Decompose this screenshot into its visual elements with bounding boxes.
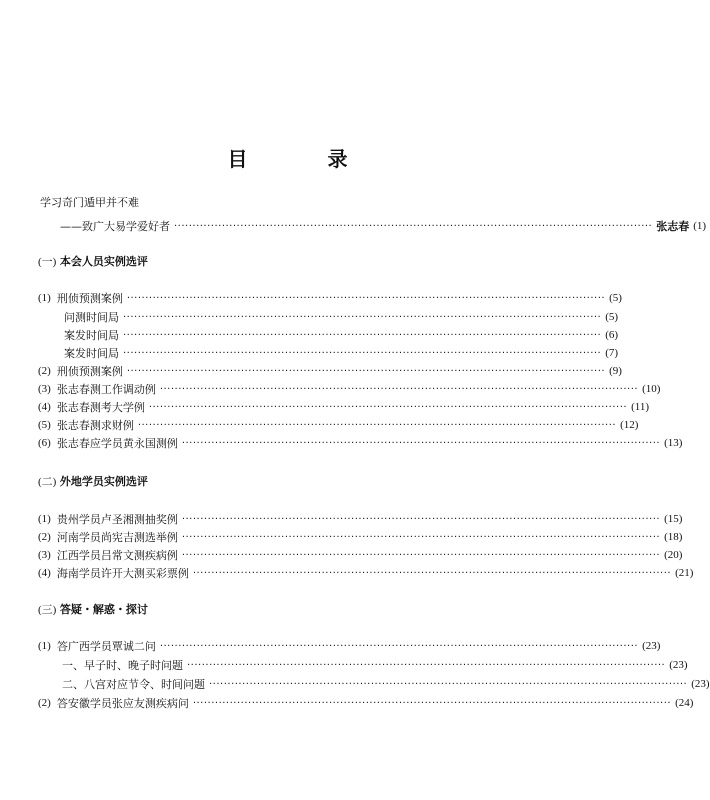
section-heading bbox=[38, 253, 148, 269]
preface-subtitle-row bbox=[60, 218, 707, 234]
leader-dots: ·································································································································· bbox=[181, 531, 661, 543]
page-number: (24) bbox=[675, 697, 694, 709]
section-heading bbox=[38, 473, 148, 489]
leader-dots: ·································································································································· bbox=[192, 697, 672, 709]
toc-entry bbox=[38, 565, 694, 581]
leader-dots: ·································································································································· bbox=[137, 419, 617, 431]
section-title: 答疑・解惑・探讨 bbox=[59, 603, 148, 616]
toc-entry bbox=[62, 676, 710, 692]
leader-dots: ·································································································································· bbox=[123, 329, 602, 341]
entry-number: (4) bbox=[38, 401, 51, 413]
page-number: (23) bbox=[691, 678, 710, 690]
preface-subtitle: ——致广大易学爱好者 bbox=[60, 220, 170, 233]
entry-title: 问测时间局 bbox=[64, 311, 119, 324]
toc-entry bbox=[38, 417, 639, 433]
page-number: (1) bbox=[693, 220, 707, 232]
leader-dots: ·································································································································· bbox=[126, 365, 606, 377]
entry-title: 海南学员许开大测买彩票例 bbox=[56, 567, 189, 580]
entry-title: 一、早子时、晚子时问题 bbox=[62, 659, 183, 672]
entry-title: 答广西学员覃诚二问 bbox=[56, 640, 156, 653]
preface-author: 张志春 bbox=[656, 220, 690, 233]
section-title: 本会人员实例选评 bbox=[59, 255, 148, 268]
entry-number: (5) bbox=[38, 419, 51, 431]
leader-dots: ·································································································································· bbox=[126, 292, 606, 304]
leader-dots: ·································································································································· bbox=[159, 383, 639, 395]
toc-entry bbox=[38, 363, 622, 379]
leader-dots: ·································································································································· bbox=[209, 678, 688, 690]
entry-title: 河南学员尚宪吉测选举例 bbox=[56, 531, 178, 544]
entry-number: (1) bbox=[38, 513, 51, 525]
page-number: (5) bbox=[609, 292, 622, 304]
page-number: (21) bbox=[675, 567, 694, 579]
toc-entry bbox=[64, 309, 619, 325]
page-number: (11) bbox=[631, 401, 649, 413]
entry-title: 案发时间局 bbox=[64, 347, 119, 360]
toc-entry bbox=[38, 435, 683, 451]
entry-title: 江西学员吕常文测疾病例 bbox=[56, 549, 178, 562]
section-number: (三) bbox=[38, 604, 57, 616]
section-heading bbox=[38, 601, 148, 617]
entry-title: 答安徽学员张应友测疾病问 bbox=[56, 697, 189, 710]
entry-title: 张志春测工作调动例 bbox=[56, 383, 156, 396]
leader-dots: ·································································································································· bbox=[123, 311, 602, 323]
toc-entry bbox=[38, 511, 683, 527]
entry-title: 张志春应学员黄永国测例 bbox=[56, 437, 178, 450]
toc-entry bbox=[38, 399, 649, 415]
section-title: 外地学员实例选评 bbox=[59, 475, 148, 488]
page-number: (5) bbox=[605, 311, 619, 323]
entry-number: (3) bbox=[38, 549, 51, 561]
entry-number: (6) bbox=[38, 437, 51, 449]
page-number: (7) bbox=[605, 347, 619, 359]
entry-title: 二、八宫对应节令、时间问题 bbox=[62, 678, 205, 691]
leader-dots: ·································································································································· bbox=[159, 640, 639, 652]
page-number: (15) bbox=[664, 513, 683, 525]
toc-entry bbox=[64, 345, 619, 361]
page-number: (13) bbox=[664, 437, 683, 449]
leader-dots: ·································································································································· bbox=[174, 220, 653, 232]
entry-number: (3) bbox=[38, 383, 51, 395]
entry-title: 刑侦预测案例 bbox=[56, 365, 123, 378]
toc-entry bbox=[62, 657, 688, 673]
entry-number: (4) bbox=[38, 567, 51, 579]
preface-title-row bbox=[40, 194, 340, 210]
entry-title: 张志春测求财例 bbox=[56, 419, 134, 432]
entry-number: (2) bbox=[38, 697, 51, 709]
entry-number: (2) bbox=[38, 365, 51, 377]
entry-number: (2) bbox=[38, 531, 51, 543]
page-number: (18) bbox=[664, 531, 683, 543]
leader-dots: ·································································································································· bbox=[181, 437, 661, 449]
entry-title: 案发时间局 bbox=[64, 329, 119, 342]
leader-dots: ·································································································································· bbox=[148, 401, 628, 413]
page-number: (9) bbox=[609, 365, 622, 377]
section-number: (二) bbox=[38, 476, 57, 488]
toc-entry bbox=[38, 529, 683, 545]
page-number: (20) bbox=[664, 549, 683, 561]
leader-dots: ·································································································································· bbox=[123, 347, 602, 359]
toc-entry bbox=[64, 327, 619, 343]
leader-dots: ·································································································································· bbox=[181, 549, 661, 561]
preface-title: 学习奇门遁甲并不难 bbox=[40, 196, 139, 209]
page-number: (6) bbox=[605, 329, 619, 341]
toc-entry bbox=[38, 695, 694, 711]
leader-dots: ·································································································································· bbox=[192, 567, 672, 579]
entry-number: (1) bbox=[38, 640, 51, 652]
toc-entry bbox=[38, 638, 661, 654]
page-number: (10) bbox=[642, 383, 661, 395]
entry-title: 张志春测考大学例 bbox=[56, 401, 145, 414]
entry-title: 贵州学员卢圣湘测抽奖例 bbox=[56, 513, 178, 526]
entry-title: 刑侦预测案例 bbox=[56, 292, 123, 305]
page-number: (23) bbox=[642, 640, 661, 652]
page-number: (23) bbox=[669, 659, 688, 671]
page-title: 目 录 bbox=[227, 147, 378, 171]
leader-dots: ·································································································································· bbox=[181, 513, 661, 525]
entry-number: (1) bbox=[38, 292, 51, 304]
section-number: (一) bbox=[38, 256, 57, 268]
toc-entry bbox=[38, 290, 622, 306]
page-number: (12) bbox=[620, 419, 639, 431]
toc-entry bbox=[38, 547, 683, 563]
leader-dots: ·································································································································· bbox=[187, 659, 666, 671]
toc-entry bbox=[38, 381, 661, 397]
